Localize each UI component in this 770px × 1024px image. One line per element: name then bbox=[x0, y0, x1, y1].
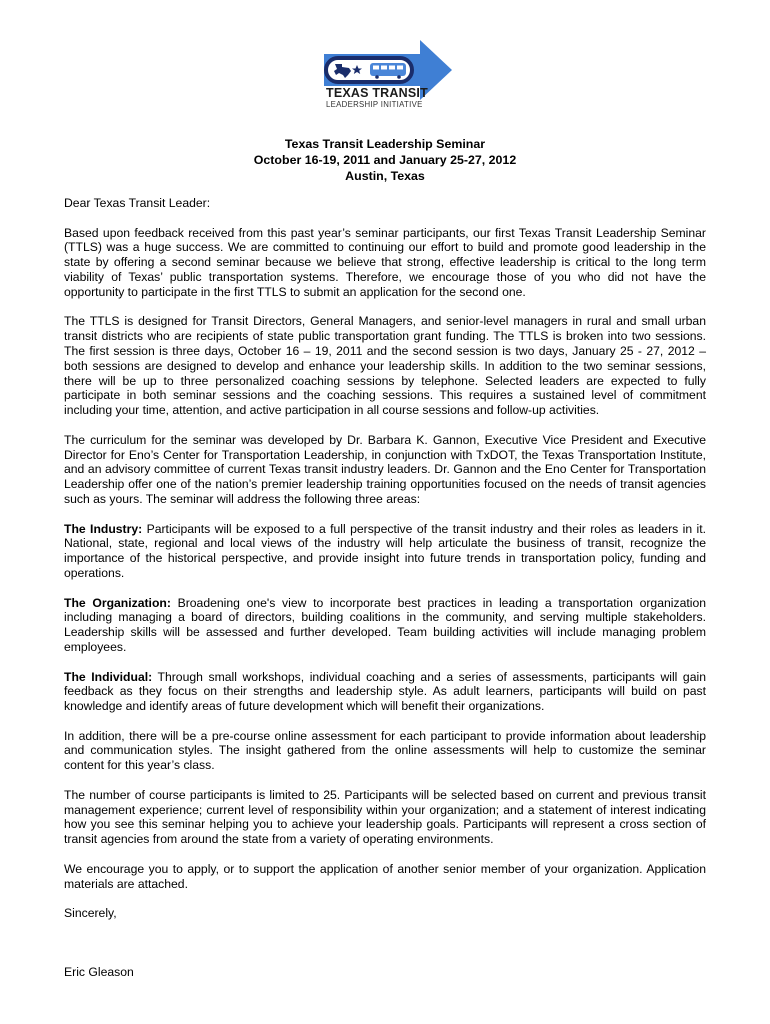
signature-name: Eric Gleason bbox=[64, 964, 134, 979]
heading-line-1: Texas Transit Leadership Seminar bbox=[284, 137, 486, 151]
paragraph-industry bbox=[64, 522, 706, 581]
logo-subtitle: LEADERSHIP INITIATIVE bbox=[326, 100, 423, 109]
salutation: Dear Texas Transit Leader: bbox=[64, 196, 211, 210]
industry-label: The Industry: bbox=[64, 521, 143, 536]
organization-label: The Organization: bbox=[64, 595, 171, 610]
organization-text: Broadening one's view to incorporate best practices in leading a transportation organization including managing a board of directors, building coalitions in the community, and serving multiple stakeholders. Leadership skills will be assessed and further developed. Team building activities will include managing problem employees. bbox=[64, 595, 706, 654]
closing: Sincerely, bbox=[64, 906, 117, 921]
signature-space bbox=[64, 936, 706, 965]
individual-text: Through small workshops, individual coaching and a series of assessments, participants will gain feedback as they focus on their strengths and leadership style. As adult learners, participants will build on past knowledge and identify areas of future development which will benefit their organizations. bbox=[64, 669, 706, 714]
individual-label: The Individual: bbox=[64, 669, 153, 684]
paragraph-participants: The number of course participants is limited to 25. Participants will be selected based on current and previous transit management experience; current level of responsibility within your organization; and a statement of interest indicating how you see this seminar helping you to achieve your leadership goals. Participants will represent a cross section of transit agencies from around the state from a variety of operating environments. bbox=[64, 787, 706, 847]
paragraph-organization bbox=[64, 596, 706, 655]
heading-line-2: October 16-19, 2011 and January 25-27, 2012 bbox=[253, 153, 517, 167]
texas-transit-logo bbox=[302, 20, 470, 120]
industry-text: Participants will be exposed to a full perspective of the transit industry and their roles as leaders in it. National, state, regional and local views of the industry will help articulate the business of transit, recognize the importance of the historical perspective, and provide insight into future trends in transportation policy, funding and operations. bbox=[64, 521, 706, 580]
paragraph-curriculum: The curriculum for the seminar was developed by Dr. Barbara K. Gannon, Executive Vice President and Executive Director for Eno’s Center for Transportation Leadership, in conjunction with TxDOT, the Texas Transportation Institute, and an advisory committee of current Texas transit industry leaders. Dr. Gannon and the Eno Center for Transportation Leadership offer one of the nation’s premier leadership training opportunities focused on the needs of transit agencies such as yours. The seminar will address the following three areas: bbox=[64, 432, 706, 506]
heading-line-3: Austin, Texas bbox=[345, 169, 425, 183]
seminar-heading bbox=[0, 136, 770, 184]
paragraph-individual bbox=[64, 670, 706, 714]
logo-title: TEXAS TRANSIT bbox=[326, 86, 428, 100]
letter-body bbox=[64, 196, 706, 994]
paragraph-encourage: We encourage you to apply, or to support the application of another senior member of your organization. Application materials are attached. bbox=[64, 861, 706, 891]
paragraph-assessment: In addition, there will be a pre-course online assessment for each participant to provide information about leadership and communication styles. The insight gathered from the online assessments will help to customize the seminar content for this year’s class. bbox=[64, 728, 706, 773]
paragraph-design: The TTLS is designed for Transit Directors, General Managers, and senior-level managers in rural and small urban transit districts who are recipients of state public transportation grant funding. The TTLS is broken into two sessions. The first session is three days, October 16 – 19, 2011 and the second session is two days, January 25 - 27, 2012 – both sessions are designed to develop and enhance your leadership skills. In addition to the two seminar sessions, there will be up to three personalized coaching sessions by telephone. Selected leaders are expected to fully participate in both seminar sessions and the coaching sessions. This requires a sustained level of commitment including your time, attention, and active participation in all course sessions and follow-up activities. bbox=[64, 314, 706, 418]
paragraph-intro: Based upon feedback received from this past year’s seminar participants, our first Texas Transit Leadership Seminar (TTLS) was a huge success. We are committed to continuing our effort to build and promote good leadership in the state by offering a second seminar because we believe that strong, effective leadership is critical to the long term viability of Texas’ public transportation systems. Therefore, we encourage those of you who did not have the opportunity to participate in the first TTLS to submit an application for the second one. bbox=[64, 225, 706, 299]
